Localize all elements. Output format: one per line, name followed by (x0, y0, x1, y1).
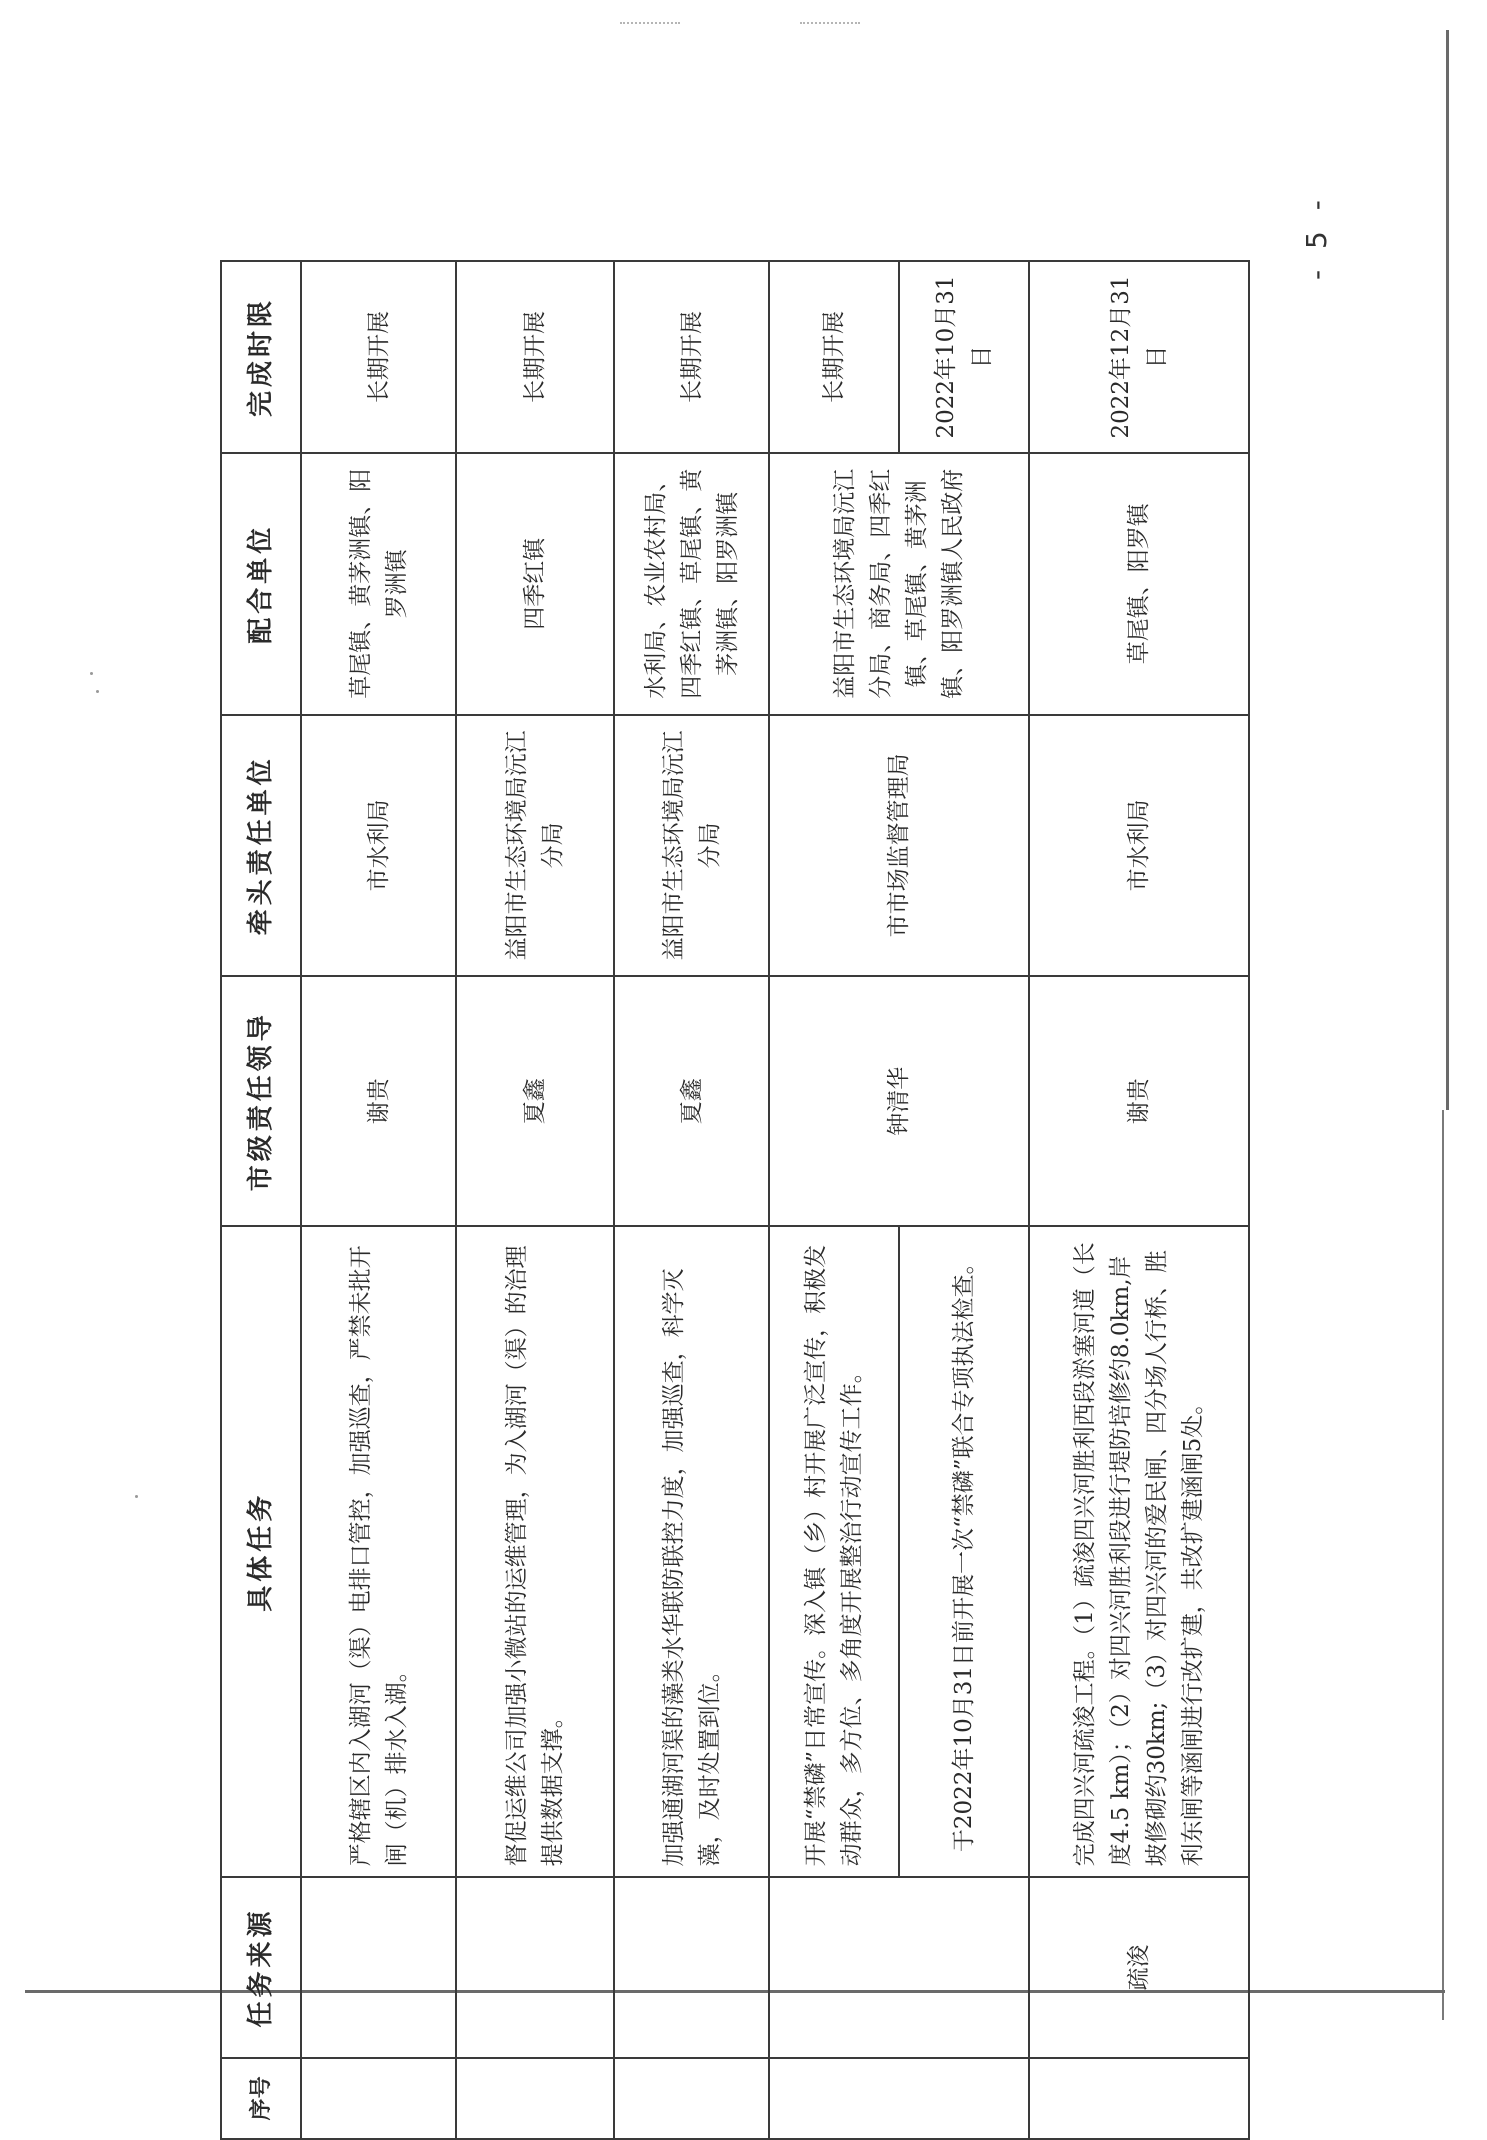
scan-speck (135, 1495, 138, 1498)
cell-task: 开展“禁磷”日常宣传。深入镇（乡）村开展广泛宣传，积极发动群众，多方位、多角度开展整治行动宣传工作。 (769, 1226, 899, 1877)
cell-deadline: 2022年10月31日 (899, 261, 1029, 453)
cell-leader: 夏鑫 (456, 976, 614, 1226)
header-leader: 市级责任领导 (221, 976, 301, 1226)
cell-coop-unit: 草尾镇、黄茅洲镇、阳罗洲镇 (301, 453, 456, 715)
cell-seq (769, 2058, 1029, 2139)
header-deadline: 完成时限 (221, 261, 301, 453)
cell-source (301, 1877, 456, 2057)
scan-speck (96, 690, 99, 693)
cell-leader: 谢贵 (301, 976, 456, 1226)
header-seq: 序号 (221, 2058, 301, 2139)
scan-dots (620, 22, 680, 26)
cell-source (614, 1877, 769, 2057)
page-number: - 5 - (1300, 194, 1333, 280)
scan-edge-right (1446, 30, 1449, 1110)
cell-lead-unit: 益阳市生态环境局沅江分局 (456, 715, 614, 977)
cell-seq (1029, 2058, 1249, 2139)
cell-leader: 钟清华 (769, 976, 1029, 1226)
task-table (220, 260, 1250, 2140)
cell-deadline: 长期开展 (456, 261, 614, 453)
table-row (456, 261, 614, 2139)
cell-task: 完成四兴河疏浚工程。（1）疏浚四兴河胜利西段淤塞河道（长度4.5 km）；（2）对四兴河胜利段进行堤防培修约8.0km,岸坡修砌约30km;（3）对四兴河的爱民闸、四分场人行桥、胜利东闸等涵闸进行改扩建，共改扩建涵闸5处。 (1029, 1226, 1249, 1877)
cell-task: 督促运维公司加强小微站的运维管理，为入湖河（渠）的治理提供数据支撑。 (456, 1226, 614, 1877)
cell-deadline: 长期开展 (769, 261, 899, 453)
header-source: 任务来源 (221, 1877, 301, 2057)
cell-lead-unit: 市水利局 (301, 715, 456, 977)
table-row (1029, 261, 1249, 2139)
table-header-row (221, 261, 301, 2139)
cell-seq (456, 2058, 614, 2139)
cell-seq (614, 2058, 769, 2139)
cell-lead-unit: 益阳市生态环境局沅江分局 (614, 715, 769, 977)
rotated-page (220, 194, 1333, 2140)
cell-deadline: 2022年12月31日 (1029, 261, 1249, 453)
cell-leader: 谢贵 (1029, 976, 1249, 1226)
cell-source (456, 1877, 614, 2057)
cell-coop-unit: 水利局、农业农村局、四季红镇、草尾镇、黄茅洲镇、阳罗洲镇 (614, 453, 769, 715)
header-task: 具体任务 (221, 1226, 301, 1877)
cell-lead-unit: 市水利局 (1029, 715, 1249, 977)
table-row (614, 261, 769, 2139)
header-lead-unit: 牵头责任单位 (221, 715, 301, 977)
cell-source: 疏浚 (1029, 1877, 1249, 2057)
cell-deadline: 长期开展 (301, 261, 456, 453)
cell-source (769, 1877, 1029, 2057)
scan-edge-right-lower (1442, 1110, 1444, 2020)
header-coop-unit: 配合单位 (221, 453, 301, 715)
cell-seq (301, 2058, 456, 2139)
cell-coop-unit: 益阳市生态环境局沅江分局、商务局、四季红镇、草尾镇、黄茅洲镇、阳罗洲镇人民政府 (769, 453, 1029, 715)
scan-speck (90, 672, 93, 675)
cell-leader: 夏鑫 (614, 976, 769, 1226)
cell-task: 严格辖区内入湖河（渠）电排口管控，加强巡查，严禁未批开闸（机）排水入湖。 (301, 1226, 456, 1877)
scan-dots (800, 22, 860, 26)
table-row (301, 261, 456, 2139)
cell-task: 加强通湖河渠的藻类水华联防联控力度，加强巡查，科学灭藻，及时处置到位。 (614, 1226, 769, 1877)
cell-deadline: 长期开展 (614, 261, 769, 453)
cell-coop-unit: 草尾镇、阳罗镇 (1029, 453, 1249, 715)
cell-task: 于2022年10月31日前开展一次“禁磷”联合专项执法检查。 (899, 1226, 1029, 1877)
table-row (769, 261, 899, 2139)
cell-coop-unit: 四季红镇 (456, 453, 614, 715)
cell-lead-unit: 市市场监督管理局 (769, 715, 1029, 977)
